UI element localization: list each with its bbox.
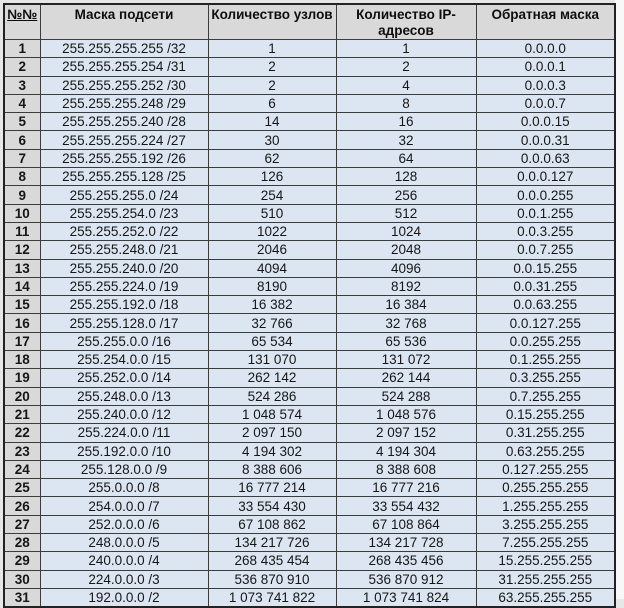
row-number-cell: 1 <box>4 40 40 58</box>
subnet-mask-cell: 224.0.0.0 /3 <box>40 570 208 588</box>
table-row <box>4 332 615 350</box>
row-number-cell: 5 <box>4 113 40 131</box>
subnet-mask-cell: 255.255.128.0 /17 <box>40 314 208 332</box>
row-number-cell: 20 <box>4 387 40 405</box>
ip-count-cell: 524 288 <box>336 387 476 405</box>
wildcard-mask-cell: 0.127.255.255 <box>476 460 615 478</box>
ip-count-cell: 67 108 864 <box>336 515 476 533</box>
row-number-cell: 27 <box>4 515 40 533</box>
subnet-mask-cell: 255.0.0.0 /8 <box>40 479 208 497</box>
wildcard-mask-cell: 0.0.0.127 <box>476 168 615 186</box>
header-subnet-mask: Маска подсети <box>40 4 208 40</box>
table-row <box>4 149 615 167</box>
row-number-cell: 17 <box>4 332 40 350</box>
ip-count-cell: 4 194 304 <box>336 442 476 460</box>
row-number-cell: 18 <box>4 351 40 369</box>
row-number-cell: 4 <box>4 94 40 112</box>
ip-count-cell: 2048 <box>336 241 476 259</box>
header-row <box>4 4 615 40</box>
hosts-count-cell: 1 048 574 <box>208 405 336 423</box>
wildcard-mask-cell: 0.0.0.255 <box>476 186 615 204</box>
table-row <box>4 405 615 423</box>
subnet-mask-cell: 255.192.0.0 /10 <box>40 442 208 460</box>
ip-count-cell: 16 777 216 <box>336 479 476 497</box>
hosts-count-cell: 254 <box>208 186 336 204</box>
table-row <box>4 259 615 277</box>
row-number-cell: 23 <box>4 442 40 460</box>
hosts-count-cell: 1 <box>208 40 336 58</box>
hosts-count-cell: 14 <box>208 113 336 131</box>
ip-count-cell: 131 072 <box>336 351 476 369</box>
subnet-mask-cell: 255.255.255.252 /30 <box>40 76 208 94</box>
header-wildcard-mask: Обратная маска <box>476 4 615 40</box>
table-row <box>4 58 615 76</box>
wildcard-mask-cell: 0.1.255.255 <box>476 351 615 369</box>
row-number-cell: 21 <box>4 405 40 423</box>
table-row <box>4 40 615 58</box>
table-row <box>4 296 615 314</box>
ip-count-cell: 65 536 <box>336 332 476 350</box>
table-row <box>4 369 615 387</box>
hosts-count-cell: 62 <box>208 149 336 167</box>
subnet-mask-cell: 255.255.255.192 /26 <box>40 149 208 167</box>
table-row <box>4 515 615 533</box>
table-row <box>4 94 615 112</box>
ip-count-cell: 134 217 728 <box>336 534 476 552</box>
hosts-count-cell: 8190 <box>208 277 336 295</box>
wildcard-mask-cell: 0.0.0.0 <box>476 40 615 58</box>
table-row <box>4 76 615 94</box>
table-row <box>4 222 615 240</box>
hosts-count-cell: 1022 <box>208 222 336 240</box>
row-number-cell: 31 <box>4 588 40 607</box>
ip-count-cell: 2 <box>336 58 476 76</box>
ip-count-cell: 32 <box>336 131 476 149</box>
row-number-cell: 28 <box>4 534 40 552</box>
table-body <box>4 40 615 608</box>
wildcard-mask-cell: 0.0.63.255 <box>476 296 615 314</box>
hosts-count-cell: 2046 <box>208 241 336 259</box>
hosts-count-cell: 65 534 <box>208 332 336 350</box>
subnet-mask-cell: 255.128.0.0 /9 <box>40 460 208 478</box>
row-number-cell: 30 <box>4 570 40 588</box>
hosts-count-cell: 4 194 302 <box>208 442 336 460</box>
hosts-count-cell: 4094 <box>208 259 336 277</box>
row-number-cell: 15 <box>4 296 40 314</box>
subnet-mask-cell: 255.240.0.0 /12 <box>40 405 208 423</box>
ip-count-cell: 16 384 <box>336 296 476 314</box>
table-row <box>4 570 615 588</box>
subnet-mask-cell: 255.255.224.0 /19 <box>40 277 208 295</box>
wildcard-mask-cell: 0.0.0.1 <box>476 58 615 76</box>
row-number-cell: 22 <box>4 424 40 442</box>
page-right-margin <box>615 0 624 599</box>
hosts-count-cell: 268 435 454 <box>208 552 336 570</box>
wildcard-mask-cell: 0.0.31.255 <box>476 277 615 295</box>
table-row <box>4 131 615 149</box>
subnet-mask-cell: 252.0.0.0 /6 <box>40 515 208 533</box>
ip-count-cell: 8 388 608 <box>336 460 476 478</box>
subnet-mask-cell: 255.224.0.0 /11 <box>40 424 208 442</box>
wildcard-mask-cell: 0.0.255.255 <box>476 332 615 350</box>
row-number-cell: 29 <box>4 552 40 570</box>
wildcard-mask-cell: 0.31.255.255 <box>476 424 615 442</box>
table-row <box>4 534 615 552</box>
wildcard-mask-cell: 31.255.255.255 <box>476 570 615 588</box>
subnet-mask-cell: 248.0.0.0 /5 <box>40 534 208 552</box>
table-row <box>4 314 615 332</box>
row-number-cell: 14 <box>4 277 40 295</box>
subnet-mask-table <box>3 3 616 608</box>
ip-count-cell: 1024 <box>336 222 476 240</box>
ip-count-cell: 1 048 576 <box>336 405 476 423</box>
table-row <box>4 204 615 222</box>
row-number-cell: 16 <box>4 314 40 332</box>
ip-count-cell: 1 <box>336 40 476 58</box>
row-number-cell: 8 <box>4 168 40 186</box>
table-row <box>4 479 615 497</box>
ip-count-cell: 8192 <box>336 277 476 295</box>
row-number-cell: 13 <box>4 259 40 277</box>
hosts-count-cell: 134 217 726 <box>208 534 336 552</box>
subnet-mask-cell: 255.255.192.0 /18 <box>40 296 208 314</box>
table-row <box>4 113 615 131</box>
hosts-count-cell: 510 <box>208 204 336 222</box>
ip-count-cell: 256 <box>336 186 476 204</box>
table-row <box>4 168 615 186</box>
wildcard-mask-cell: 0.0.15.255 <box>476 259 615 277</box>
ip-count-cell: 16 <box>336 113 476 131</box>
row-number-cell: 12 <box>4 241 40 259</box>
hosts-count-cell: 126 <box>208 168 336 186</box>
ip-count-cell: 32 768 <box>336 314 476 332</box>
table-row <box>4 387 615 405</box>
wildcard-mask-cell: 0.0.0.63 <box>476 149 615 167</box>
ip-count-cell: 536 870 912 <box>336 570 476 588</box>
subnet-mask-cell: 255.255.255.128 /25 <box>40 168 208 186</box>
table-row <box>4 442 615 460</box>
subnet-mask-cell: 240.0.0.0 /4 <box>40 552 208 570</box>
subnet-mask-cell: 255.255.255.240 /28 <box>40 113 208 131</box>
header-ip-count: Количество IP-адресов <box>336 4 476 40</box>
hosts-count-cell: 30 <box>208 131 336 149</box>
hosts-count-cell: 8 388 606 <box>208 460 336 478</box>
wildcard-mask-cell: 0.0.7.255 <box>476 241 615 259</box>
table-row <box>4 186 615 204</box>
table-row <box>4 351 615 369</box>
header-row-number: №№ <box>4 4 40 40</box>
hosts-count-cell: 33 554 430 <box>208 497 336 515</box>
subnet-mask-cell: 255.255.252.0 /22 <box>40 222 208 240</box>
ip-count-cell: 64 <box>336 149 476 167</box>
hosts-count-cell: 2 <box>208 58 336 76</box>
hosts-count-cell: 16 777 214 <box>208 479 336 497</box>
subnet-mask-cell: 255.255.255.224 /27 <box>40 131 208 149</box>
hosts-count-cell: 6 <box>208 94 336 112</box>
table-row <box>4 552 615 570</box>
wildcard-mask-cell: 0.0.3.255 <box>476 222 615 240</box>
hosts-count-cell: 524 286 <box>208 387 336 405</box>
row-number-cell: 3 <box>4 76 40 94</box>
subnet-mask-cell: 255.252.0.0 /14 <box>40 369 208 387</box>
hosts-count-cell: 67 108 862 <box>208 515 336 533</box>
hosts-count-cell: 1 073 741 822 <box>208 588 336 607</box>
wildcard-mask-cell: 7.255.255.255 <box>476 534 615 552</box>
wildcard-mask-cell: 63.255.255.255 <box>476 588 615 607</box>
wildcard-mask-cell: 0.7.255.255 <box>476 387 615 405</box>
table-row <box>4 588 615 607</box>
subnet-mask-cell: 255.255.255.254 /31 <box>40 58 208 76</box>
wildcard-mask-cell: 0.63.255.255 <box>476 442 615 460</box>
subnet-mask-cell: 255.254.0.0 /15 <box>40 351 208 369</box>
row-number-cell: 6 <box>4 131 40 149</box>
ip-count-cell: 4096 <box>336 259 476 277</box>
subnet-mask-cell: 255.248.0.0 /13 <box>40 387 208 405</box>
wildcard-mask-cell: 0.0.0.15 <box>476 113 615 131</box>
subnet-mask-cell: 255.255.254.0 /23 <box>40 204 208 222</box>
row-number-cell: 10 <box>4 204 40 222</box>
hosts-count-cell: 16 382 <box>208 296 336 314</box>
ip-count-cell: 512 <box>336 204 476 222</box>
table-row <box>4 241 615 259</box>
wildcard-mask-cell: 1.255.255.255 <box>476 497 615 515</box>
ip-count-cell: 268 435 456 <box>336 552 476 570</box>
row-number-cell: 19 <box>4 369 40 387</box>
table-row <box>4 497 615 515</box>
ip-count-cell: 2 097 152 <box>336 424 476 442</box>
wildcard-mask-cell: 0.0.0.31 <box>476 131 615 149</box>
hosts-count-cell: 131 070 <box>208 351 336 369</box>
hosts-count-cell: 2 097 150 <box>208 424 336 442</box>
table-row <box>4 424 615 442</box>
row-number-cell: 24 <box>4 460 40 478</box>
subnet-mask-cell: 255.255.240.0 /20 <box>40 259 208 277</box>
hosts-count-cell: 32 766 <box>208 314 336 332</box>
subnet-mask-cell: 255.255.255.0 /24 <box>40 186 208 204</box>
wildcard-mask-cell: 0.3.255.255 <box>476 369 615 387</box>
row-number-cell: 26 <box>4 497 40 515</box>
hosts-count-cell: 536 870 910 <box>208 570 336 588</box>
wildcard-mask-cell: 0.0.0.3 <box>476 76 615 94</box>
hosts-count-cell: 2 <box>208 76 336 94</box>
row-number-cell: 25 <box>4 479 40 497</box>
wildcard-mask-cell: 15.255.255.255 <box>476 552 615 570</box>
wildcard-mask-cell: 0.0.1.255 <box>476 204 615 222</box>
subnet-mask-cell: 255.255.255.255 /32 <box>40 40 208 58</box>
subnet-mask-cell: 255.255.0.0 /16 <box>40 332 208 350</box>
ip-count-cell: 33 554 432 <box>336 497 476 515</box>
wildcard-mask-cell: 3.255.255.255 <box>476 515 615 533</box>
ip-count-cell: 1 073 741 824 <box>336 588 476 607</box>
hosts-count-cell: 262 142 <box>208 369 336 387</box>
row-number-cell: 7 <box>4 149 40 167</box>
row-number-cell: 2 <box>4 58 40 76</box>
subnet-mask-cell: 254.0.0.0 /7 <box>40 497 208 515</box>
wildcard-mask-cell: 0.15.255.255 <box>476 405 615 423</box>
ip-count-cell: 262 144 <box>336 369 476 387</box>
row-number-cell: 9 <box>4 186 40 204</box>
subnet-mask-cell: 255.255.248.0 /21 <box>40 241 208 259</box>
ip-count-cell: 128 <box>336 168 476 186</box>
header-hosts-count: Количество узлов <box>208 4 336 40</box>
wildcard-mask-cell: 0.0.0.7 <box>476 94 615 112</box>
subnet-mask-cell: 192.0.0.0 /2 <box>40 588 208 607</box>
subnet-mask-cell: 255.255.255.248 /29 <box>40 94 208 112</box>
row-number-cell: 11 <box>4 222 40 240</box>
table-row <box>4 460 615 478</box>
ip-count-cell: 4 <box>336 76 476 94</box>
table-row <box>4 277 615 295</box>
wildcard-mask-cell: 0.0.127.255 <box>476 314 615 332</box>
ip-count-cell: 8 <box>336 94 476 112</box>
wildcard-mask-cell: 0.255.255.255 <box>476 479 615 497</box>
